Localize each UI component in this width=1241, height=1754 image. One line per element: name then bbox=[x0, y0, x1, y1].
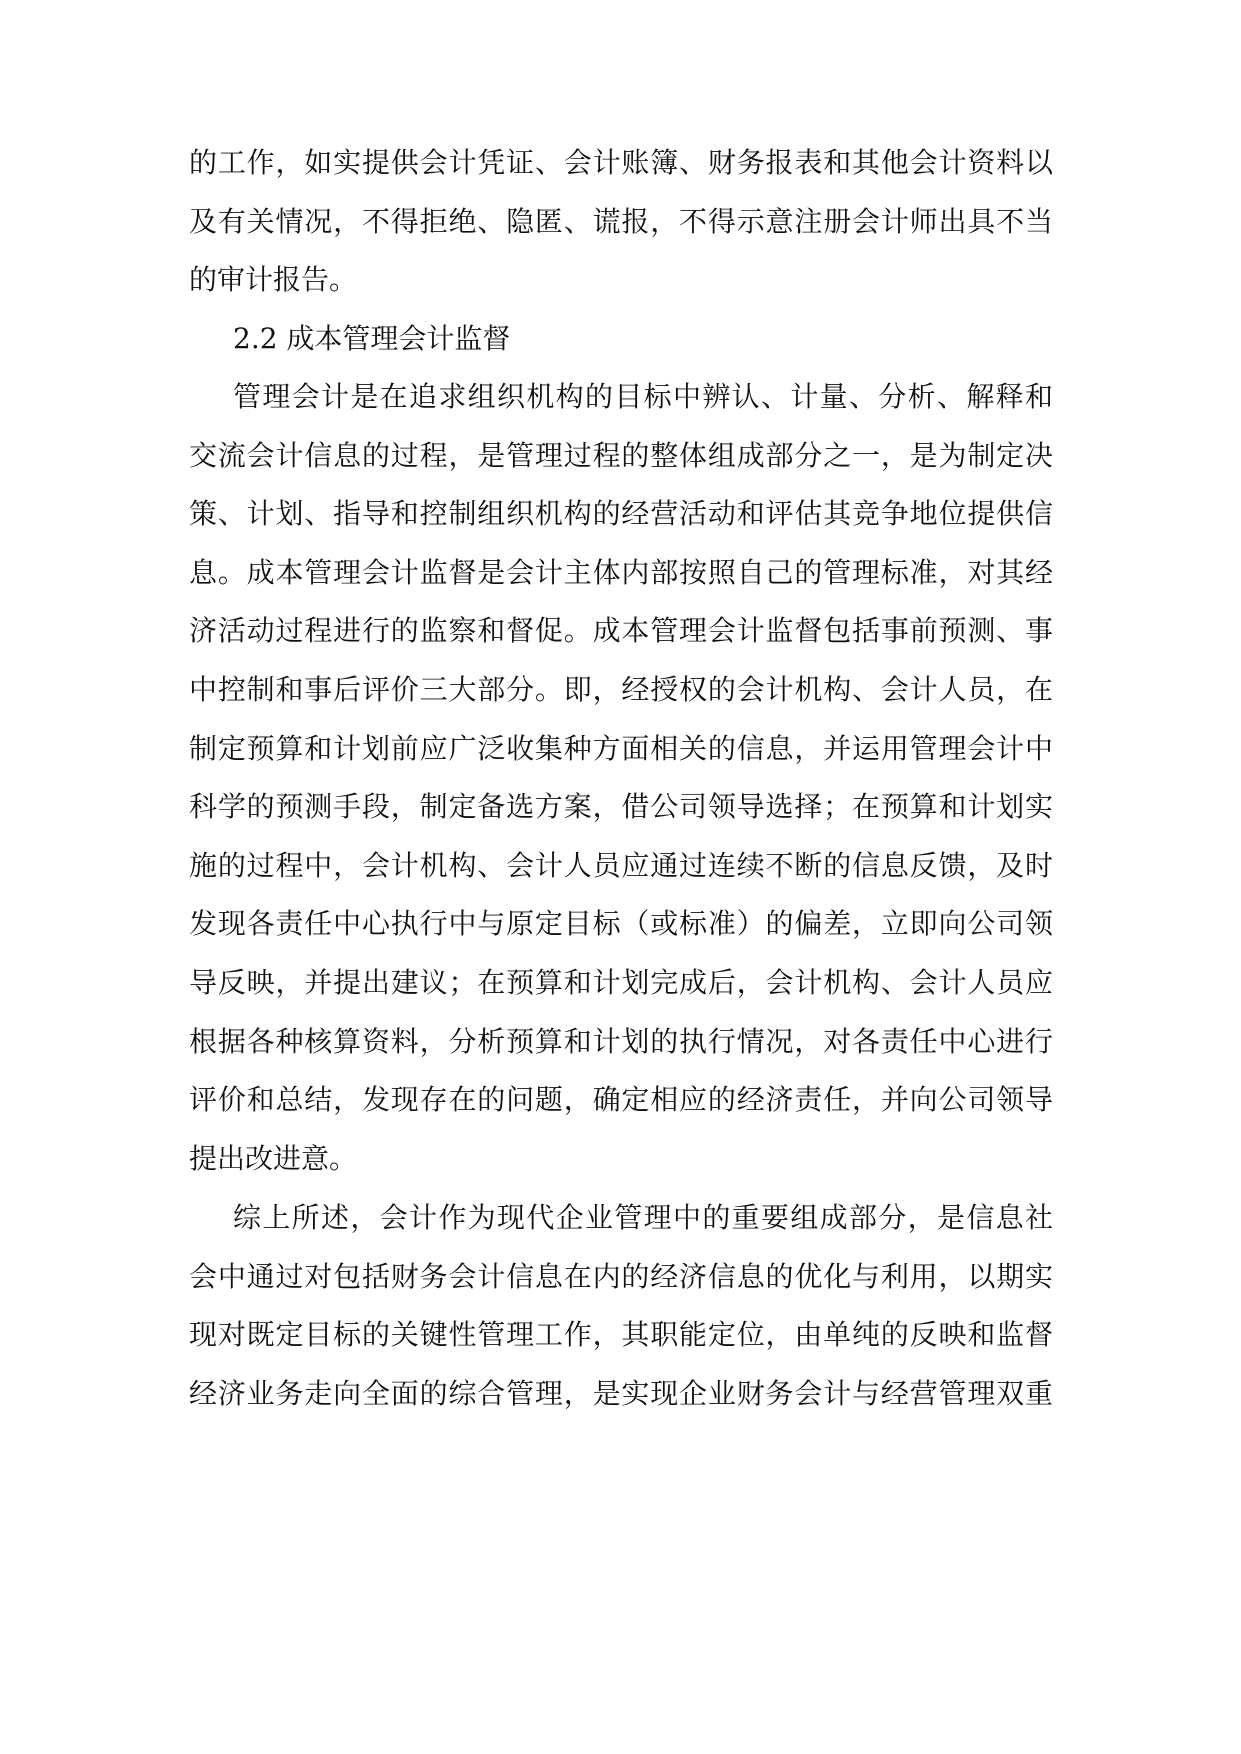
text-line: 发现各责任中心执行中与原定目标（或标准）的偏差，立即向公司领 bbox=[189, 907, 1053, 941]
text-line: 的审计报告。 bbox=[189, 263, 358, 297]
text-line: 经济业务走向全面的综合管理，是实现企业财务会计与经营管理双重 bbox=[189, 1376, 1053, 1410]
text-line: 中控制和事后评价三大部分。即，经授权的会计机构、会计人员，在 bbox=[189, 672, 1053, 706]
text-line: 管理会计是在追求组织机构的目标中辨认、计量、分析、解释和 bbox=[233, 380, 1053, 413]
text-line: 济活动过程进行的监察和督促。成本管理会计监督包括事前预测、事 bbox=[189, 614, 1053, 648]
text-line: 现对既定目标的关键性管理工作，其职能定位，由单纯的反映和监督 bbox=[189, 1318, 1053, 1352]
text-line: 根据各种核算资料，分析预算和计划的执行情况，对各责任中心进行 bbox=[189, 1024, 1053, 1058]
text-line: 施的过程中，会计机构、会计人员应通过连续不断的信息反馈，及时 bbox=[189, 848, 1053, 882]
paragraph-management-accounting bbox=[189, 368, 1053, 1188]
text-line: 的工作，如实提供会计凭证、会计账簿、财务报表和其他会计资料以 bbox=[189, 146, 1053, 179]
section-heading-text: 2.2 成本管理会计监督 bbox=[233, 322, 511, 355]
text-line: 交流会计信息的过程，是管理过程的整体组成部分之一，是为制定决 bbox=[189, 438, 1053, 472]
text-line: 评价和总结，发现存在的问题，确定相应的经济责任，并向公司领导 bbox=[189, 1083, 1053, 1117]
text-line: 提出改进意。 bbox=[189, 1141, 358, 1175]
section-heading bbox=[189, 310, 1053, 369]
text-line: 综上所述，会计作为现代企业管理中的重要组成部分，是信息社 bbox=[233, 1201, 1053, 1234]
text-line: 息。成本管理会计监督是会计主体内部按照自己的管理标准，对其经 bbox=[189, 555, 1053, 589]
text-line: 制定预算和计划前应广泛收集种方面相关的信息，并运用管理会计中 bbox=[189, 731, 1053, 765]
text-line: 策、计划、指导和控制组织机构的经营活动和评估其竞争地位提供信 bbox=[189, 497, 1053, 531]
paragraph-continuation bbox=[189, 134, 1053, 310]
paragraph-summary bbox=[189, 1189, 1053, 1423]
text-line: 导反映，并提出建议；在预算和计划完成后，会计机构、会计人员应 bbox=[189, 965, 1053, 999]
text-line: 科学的预测手段，制定备选方案，借公司领导选择；在预算和计划实 bbox=[189, 790, 1053, 824]
text-line: 及有关情况，不得拒绝、隐匿、谎报，不得示意注册会计师出具不当 bbox=[189, 204, 1053, 238]
text-line: 会中通过对包括财务会计信息在内的经济信息的优化与利用，以期实 bbox=[189, 1259, 1053, 1293]
